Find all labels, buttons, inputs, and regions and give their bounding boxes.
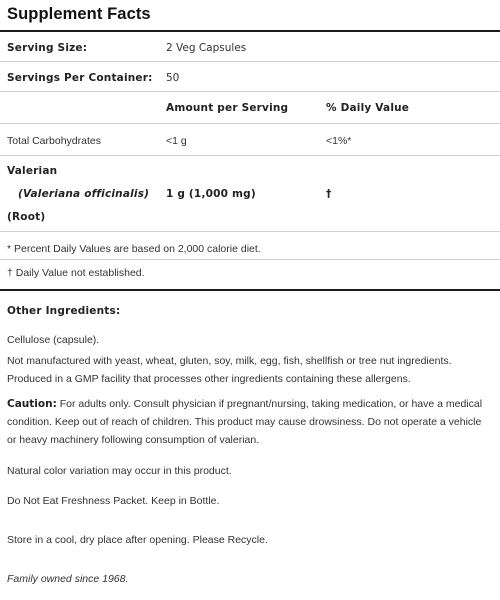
nutrient-plant-part: (Root)	[7, 211, 46, 223]
daily-value-column-header: % Daily Value	[326, 102, 410, 114]
footnote-dagger: † Daily Value not established.	[7, 267, 145, 279]
divider	[0, 61, 500, 62]
serving-size-label: Serving Size:	[7, 42, 88, 54]
storage-note: Store in a cool, dry place after opening. Please Recycle.	[7, 534, 268, 546]
footnote-percent-daily-value: * Percent Daily Values are based on 2,000 calorie diet.	[7, 243, 261, 255]
caution-label: Caution:	[7, 398, 57, 410]
amount-column-header: Amount per Serving	[166, 102, 289, 114]
freshness-packet-note: Do Not Eat Freshness Packet. Keep in Bottle.	[7, 495, 220, 507]
divider	[0, 155, 500, 156]
title-divider	[0, 30, 500, 32]
nutrient-amount: <1 g	[166, 135, 187, 147]
caution-statement	[7, 395, 491, 449]
section-divider	[0, 289, 500, 291]
divider	[0, 123, 500, 124]
nutrient-name: Valerian	[7, 165, 58, 177]
divider	[0, 91, 500, 92]
divider	[0, 259, 500, 260]
servings-per-container-label: Servings Per Container:	[7, 72, 153, 84]
allergen-statement: Not manufactured with yeast, wheat, gluten, soy, milk, egg, fish, shellfish or tree nut ingredients. Produced in a GMP facility that processes other ingredients containing these allergens.	[7, 355, 452, 385]
caution-text: For adults only. Consult physician if pregnant/nursing, taking medication, or have a medical condition. Keep out of reach of children. This product may cause drowsiness. Do not operate a vehicle or heavy machinery following consumption of valerian.	[7, 398, 483, 446]
nutrient-daily-value: <1%*	[326, 135, 352, 147]
divider	[0, 231, 500, 232]
serving-size-value: 2 Veg Capsules	[166, 42, 247, 54]
color-variation-note: Natural color variation may occur in this product.	[7, 465, 232, 477]
nutrient-name: Total Carbohydrates	[7, 135, 101, 147]
other-ingredients-heading: Other Ingredients:	[7, 305, 121, 317]
panel-title: Supplement Facts	[7, 5, 151, 23]
ingredients-text: Cellulose (capsule).	[7, 334, 100, 346]
family-owned-note: Family owned since 1968.	[7, 573, 129, 585]
nutrient-latin-name: (Valeriana officinalis)	[18, 188, 150, 200]
nutrient-amount: 1 g (1,000 mg)	[166, 188, 256, 200]
servings-per-container-value: 50	[166, 72, 180, 84]
nutrient-daily-value: †	[326, 188, 332, 200]
